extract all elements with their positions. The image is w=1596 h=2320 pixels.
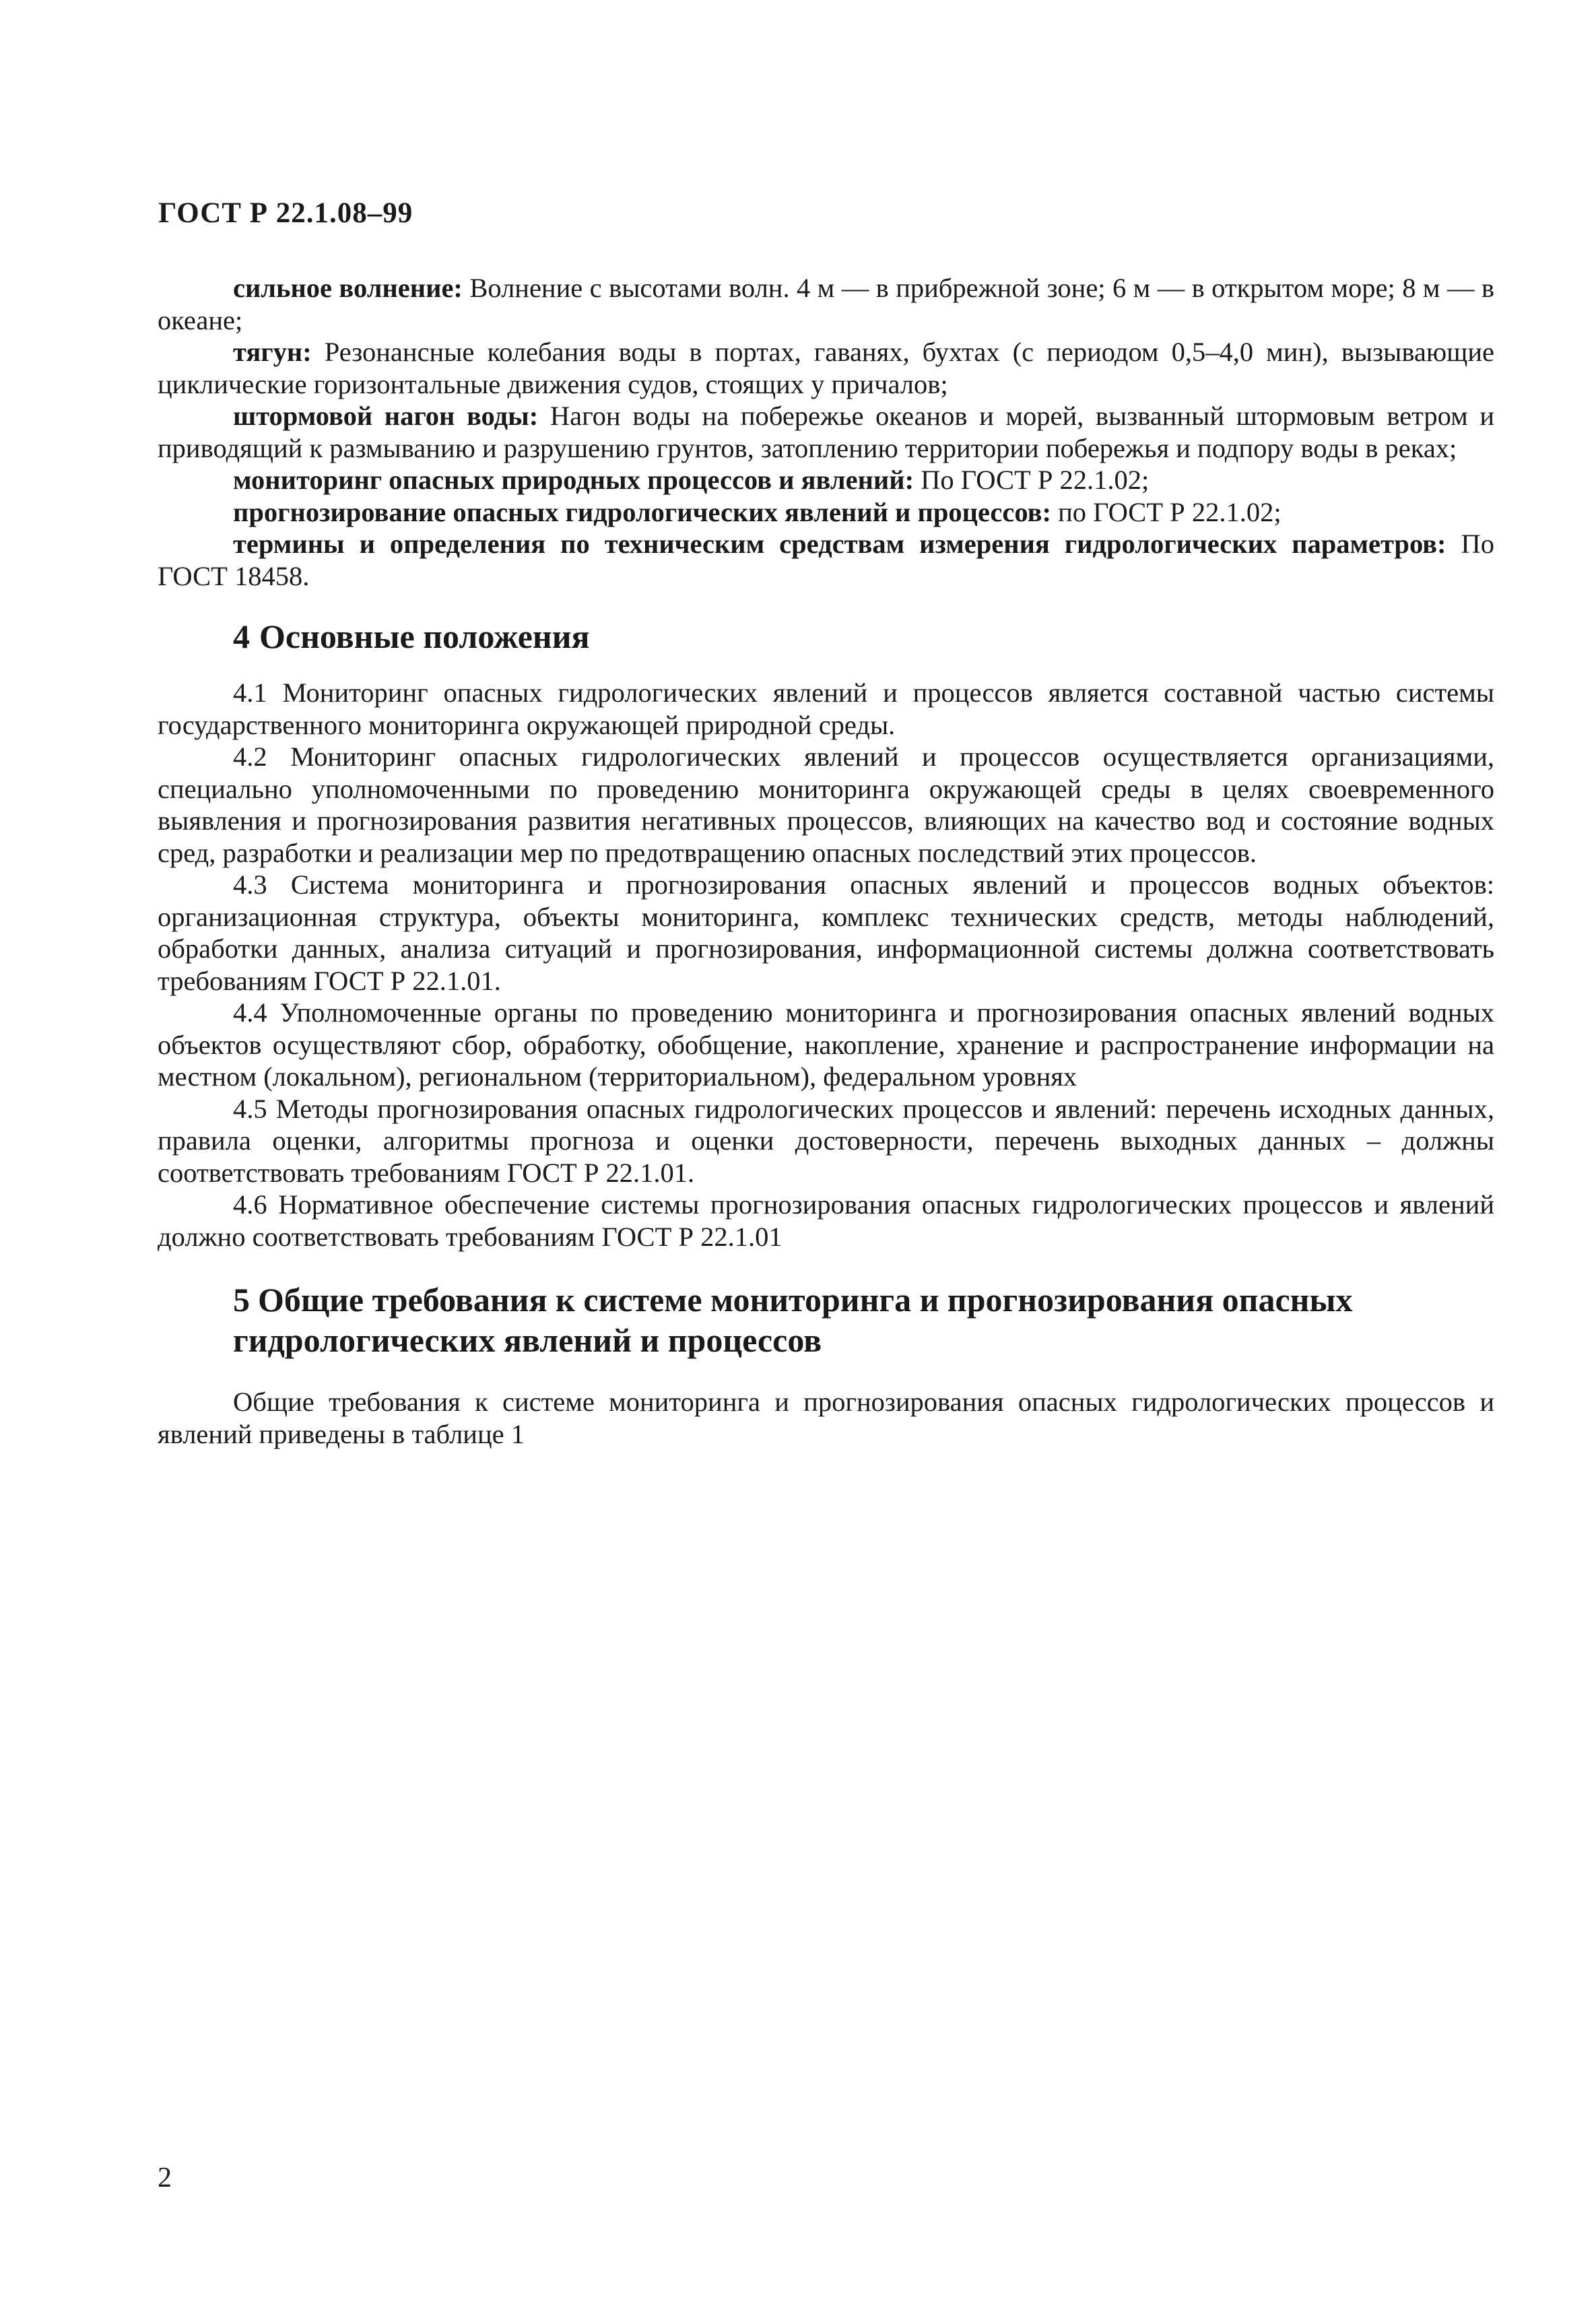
definition-text: По ГОСТ Р 22.1.02; xyxy=(914,465,1150,495)
section-paragraph: 4.5 Методы прогнозирования опасных гидрологических процессов и явлений: перечень исходных данных, правила оценки, алгоритмы прогноза и оценки достоверности, перечень выходных данных – должны соответствовать требованиям ГОСТ Р 22.1.01. xyxy=(158,1093,1494,1188)
document-header: ГОСТ Р 22.1.08–99 xyxy=(158,197,413,229)
section-4-body xyxy=(158,677,1494,1253)
definition-text: Резонансные колебания воды в портах, гаванях, бухтах (с периодом 0,5–4,0 мин), вызывающие циклические горизонтальные движения судов, стоящих у причалов; xyxy=(158,337,1494,399)
section-4-heading xyxy=(158,616,1494,657)
definition-term: тягун: xyxy=(233,337,312,367)
definition xyxy=(158,464,1494,496)
section-title: Общие требования к системе мониторинга и прогнозирования опасных гидрологических явлений и процессов xyxy=(233,1281,1353,1359)
definition xyxy=(158,272,1494,336)
section-paragraph: 4.1 Мониторинг опасных гидрологических явлений и процессов является составной частью системы государственного мониторинга окружающей природной среды. xyxy=(158,677,1494,740)
definition xyxy=(158,336,1494,400)
section-5-heading xyxy=(158,1280,1494,1360)
section-paragraph: 4.6 Нормативное обеспечение системы прогнозирования опасных гидрологических процессов и явлений должно соответствовать требованиям ГОСТ Р 22.1.01 xyxy=(158,1189,1494,1252)
page-content xyxy=(158,272,1494,1450)
definition-text: Волнение с высотами волн. 4 м — в прибрежной зоне; 6 м — в открытом море; 8 м — в океане; xyxy=(158,273,1494,335)
definition-term: мониторинг опасных природных процессов и явлений: xyxy=(233,465,915,495)
section-paragraph: Общие требования к системе мониторинга и прогнозирования опасных гидрологических процессов и явлений приведены в таблице 1 xyxy=(158,1387,1494,1449)
section-number: 4 xyxy=(233,618,250,655)
definition-term: термины и определения по техническим средствам измерения гидрологических параметров: xyxy=(233,529,1447,559)
definition-term: сильное волнение: xyxy=(233,273,463,303)
definition-term: прогнозирование опасных гидрологических явлений и процессов: xyxy=(233,496,1051,527)
definition-text: По ГОСТ 18458. xyxy=(158,529,1495,591)
section-paragraph: 4.2 Мониторинг опасных гидрологических явлений и процессов осуществляется организациями, специально уполномоченными по проведению мониторинга окружающей среды в целях своевременного выявления и прогнозирования развития негативных процессов, влияющих на качество вод и состояние водных сред, разработки и реализации мер по предотвращению опасных последствий этих процессов. xyxy=(158,741,1494,868)
definition-text: Нагон воды на побережье океанов и морей, вызванный штормовым ветром и приводящий к размыванию и разрушению грунтов, затоплению территории побережья и подпору воды в реках; xyxy=(158,401,1494,463)
page-number: 2 xyxy=(158,2162,172,2193)
definitions-list xyxy=(158,272,1494,592)
definition xyxy=(158,400,1494,464)
section-title: Основные положения xyxy=(259,618,590,655)
definition-term: штормовой нагон воды: xyxy=(233,401,539,431)
section-paragraph: 4.4 Уполномоченные органы по проведению мониторинга и прогнозирования опасных явлений водных объектов осуществляют сбор, обработку, обобщение, накопление, хранение и распространение информации на местном (локальном), региональном (территориальном), федеральном уровнях xyxy=(158,997,1494,1092)
definition xyxy=(158,496,1494,529)
definition-text: по ГОСТ Р 22.1.02; xyxy=(1051,496,1282,527)
section-paragraph: 4.3 Система мониторинга и прогнозирования опасных явлений и процессов водных объектов: организационная структура, объекты мониторинга, комплекс технических средств, методы наблюдений, обработки данных, анализа ситуаций и прогнозирования, информационной системы должна соответствовать требованиям ГОСТ Р 22.1.01. xyxy=(158,869,1494,996)
section-number: 5 xyxy=(233,1281,250,1319)
section-5-body xyxy=(158,1386,1494,1450)
definition xyxy=(158,528,1494,592)
